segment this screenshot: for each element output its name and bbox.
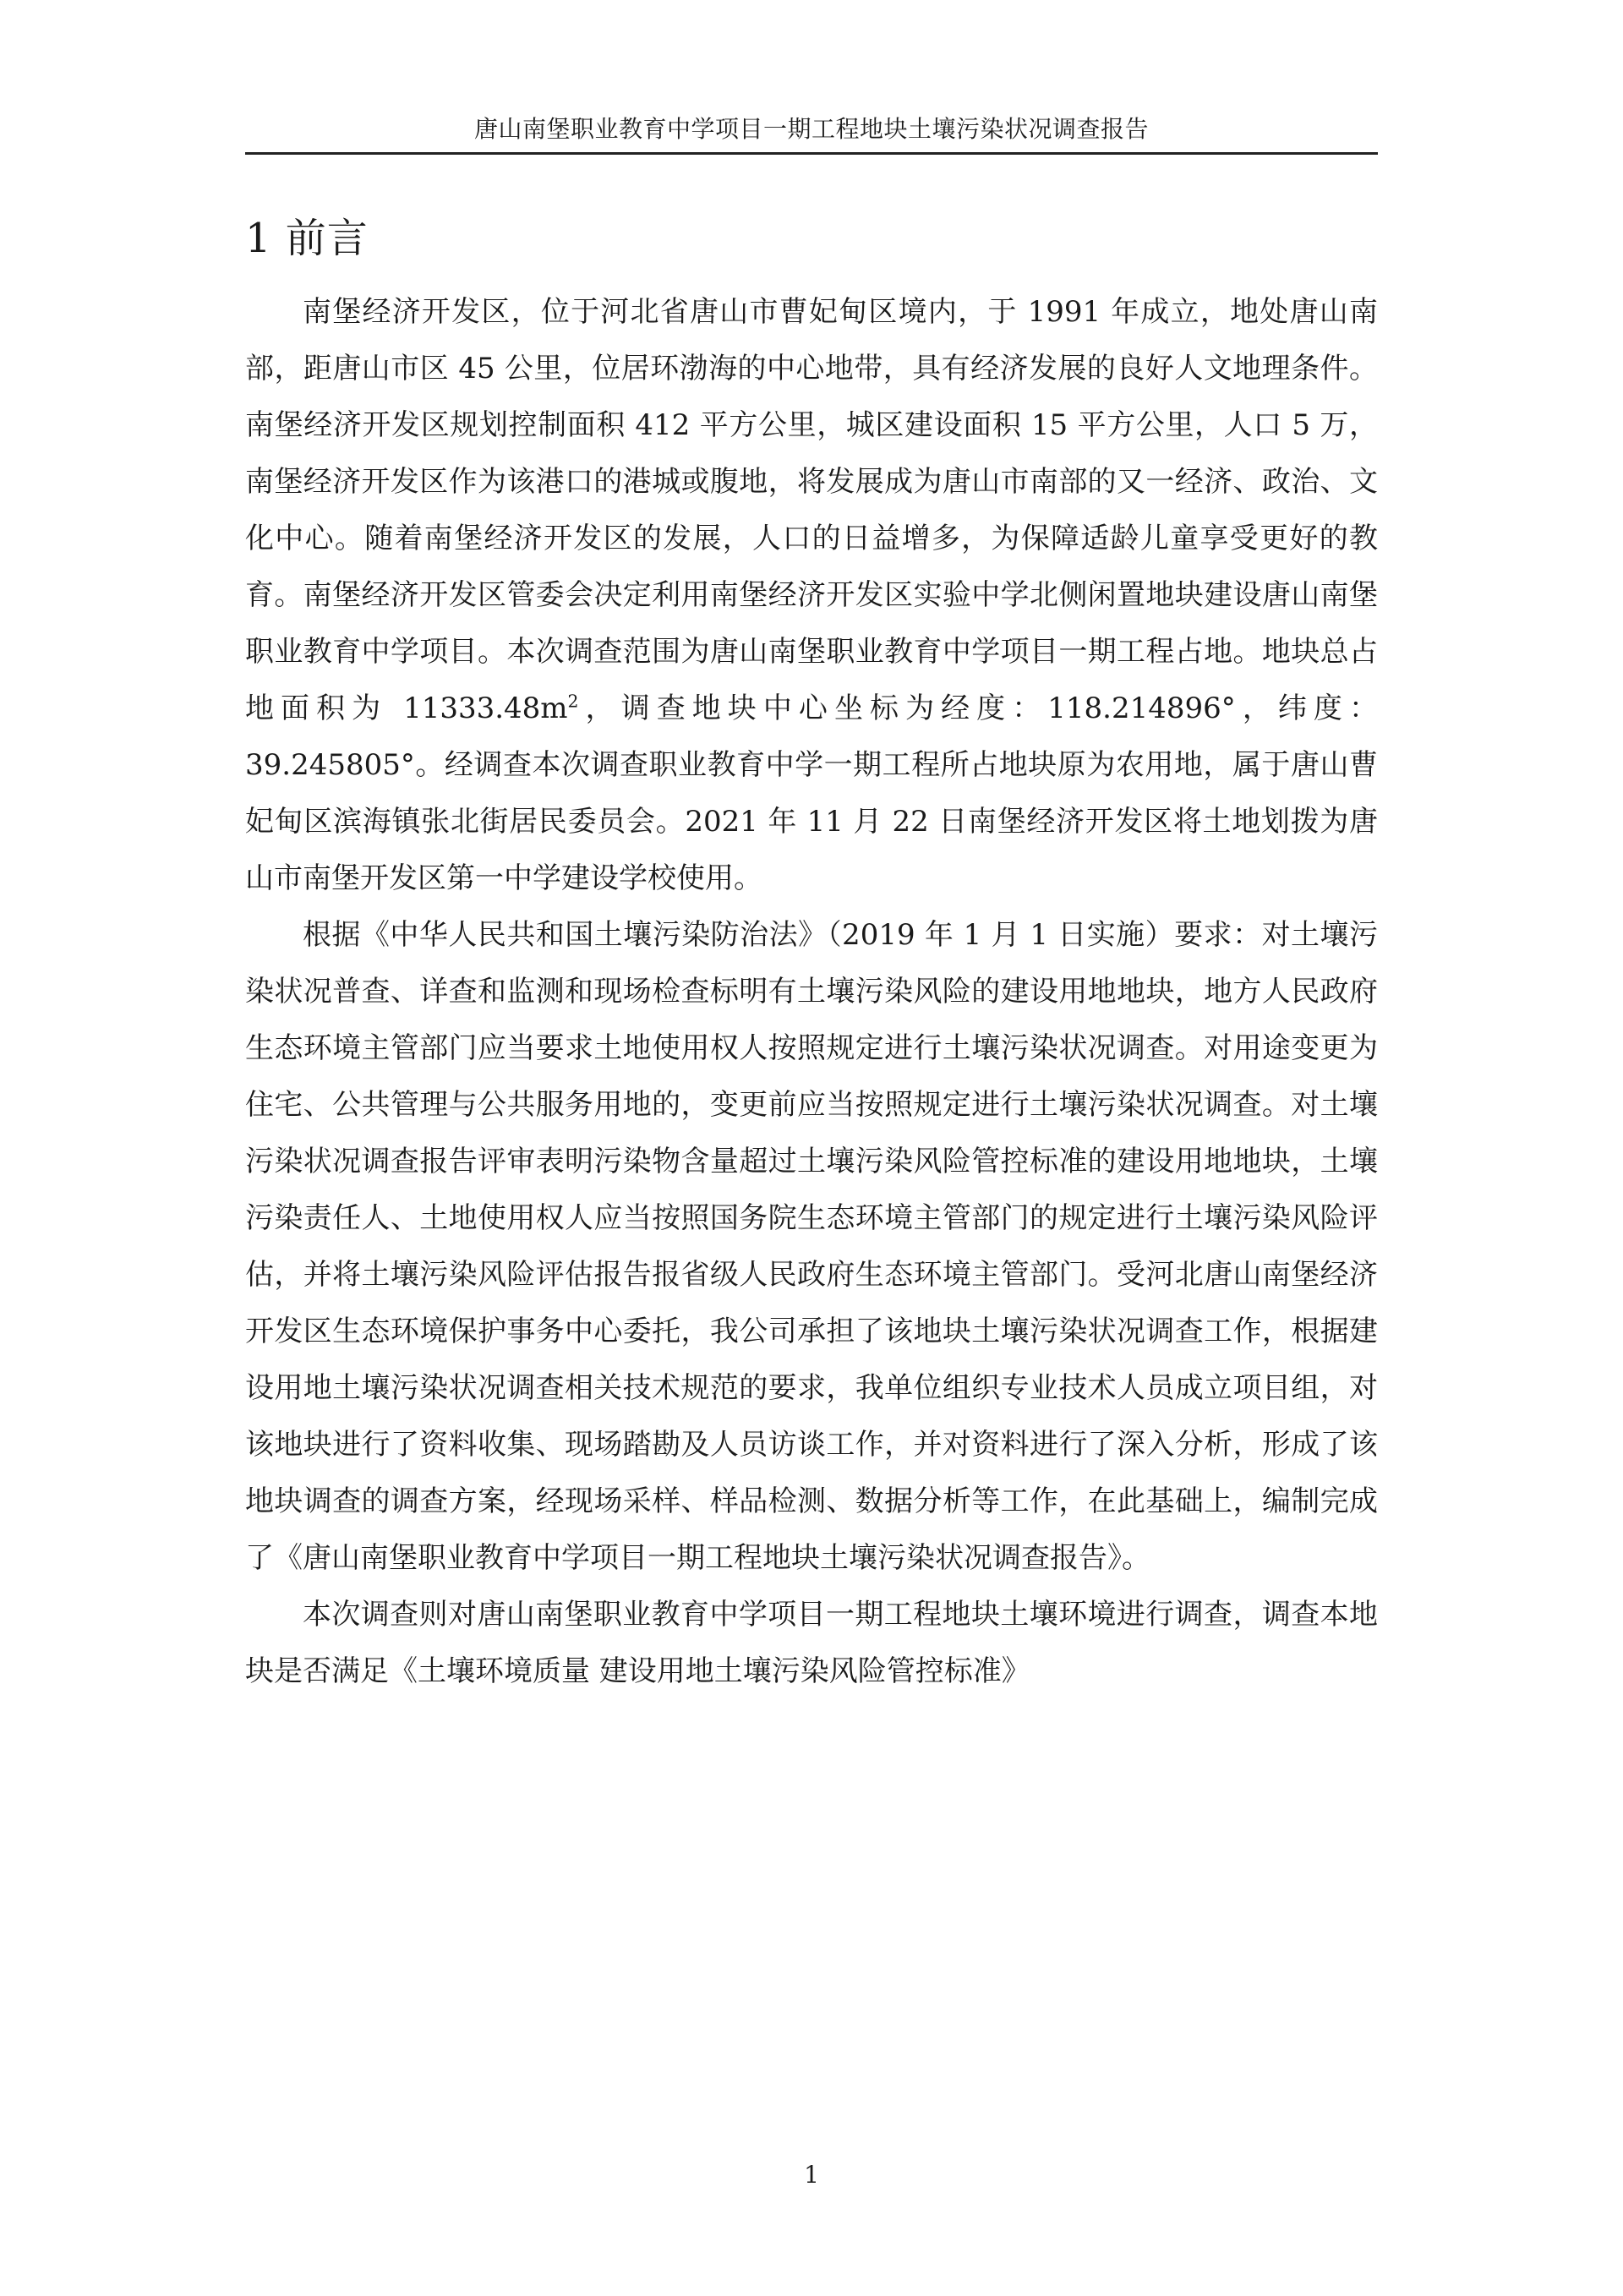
document-body: [245, 284, 1378, 1700]
paragraph-scope: 本次调查则对唐山南堡职业教育中学项目一期工程地块土壤环境进行调查，调查本地块是否满足《土壤环境质量 建设用地土壤污染风险管控标准》: [245, 1598, 1378, 1688]
paragraph-intro-text: 南堡经济开发区，位于河北省唐山市曹妃甸区境内，于 1991 年成立，地处唐山南部，距唐山市区 45 公里，位居环渤海的中心地带，具有经济发展的良好人文地理条件。南堡经济开发区规划控制面积 412 平方公里，城区建设面积 15 平方公里，人口 5 万，南堡经济开发区作为该港口的港城或腹地，将发展成为唐山市南部的又一经济、政治、文化中心。随着南堡经济开发区的发展，人口的日益增多，为保障适龄儿童享受更好的教育。南堡经济开发区管委会决定利用南堡经济开发区实验中学北侧闲置地块建设唐山南堡职业教育中学项目。本次调查范围为唐山南堡职业教育中学项目一期工程占地。地块总占地面积为 11333.48m: [245, 295, 1378, 725]
section-heading: 1 前言: [245, 215, 369, 262]
running-header: 唐山南堡职业教育中学项目一期工程地块土壤污染状况调查报告: [473, 115, 1149, 143]
paragraph-legal-basis: 根据《中华人民共和国土壤污染防治法》（2019 年 1 月 1 日实施）要求：对土壤污染状况普查、详查和监测和现场检查标明有土壤污染风险的建设用地地块，地方人民政府生态环境主管部门应当要求土地使用权人按照规定进行土壤污染状况调查。对用途变更为住宅、公共管理与公共服务用地的，变更前应当按照规定进行土壤污染状况调查。对土壤污染状况调查报告评审表明污染物含量超过土壤污染风险管控标准的建设用地地块，土壤污染责任人、土地使用权人应当按照国务院生态环境主管部门的规定进行土壤污染风险评估，并将土壤污染风险评估报告报省级人民政府生态环境主管部门。受河北唐山南堡经济开发区生态环境保护事务中心委托，我公司承担了该地块土壤污染状况调查工作，根据建设用地土壤污染状况调查相关技术规范的要求，我单位组织专业技术人员成立项目组，对该地块进行了资料收集、现场踏勘及人员访谈工作，并对资料进行了深入分析，形成了该地块调查的调查方案，经现场采样、样品检测、数据分析等工作，在此基础上，编制完成了《唐山南堡职业教育中学项目一期工程地块土壤污染状况调查报告》。: [245, 918, 1378, 1575]
area-unit-superscript: 2: [567, 691, 579, 712]
page-number: 1: [804, 2161, 819, 2189]
paragraph-intro: [245, 284, 1378, 907]
header-divider: [245, 152, 1378, 155]
paragraph-intro-tail: ，调查地块中心坐标为经度：118.214896°，纬度：39.245805°。经调查本次调查职业教育中学一期工程所占地块原为农用地，属于唐山曹妃甸区滨海镇张北街居民委员会。2021 年 11 月 22 日南堡经济开发区将土地划拨为唐山市南堡开发区第一中学建设学校使用。: [245, 692, 1378, 895]
